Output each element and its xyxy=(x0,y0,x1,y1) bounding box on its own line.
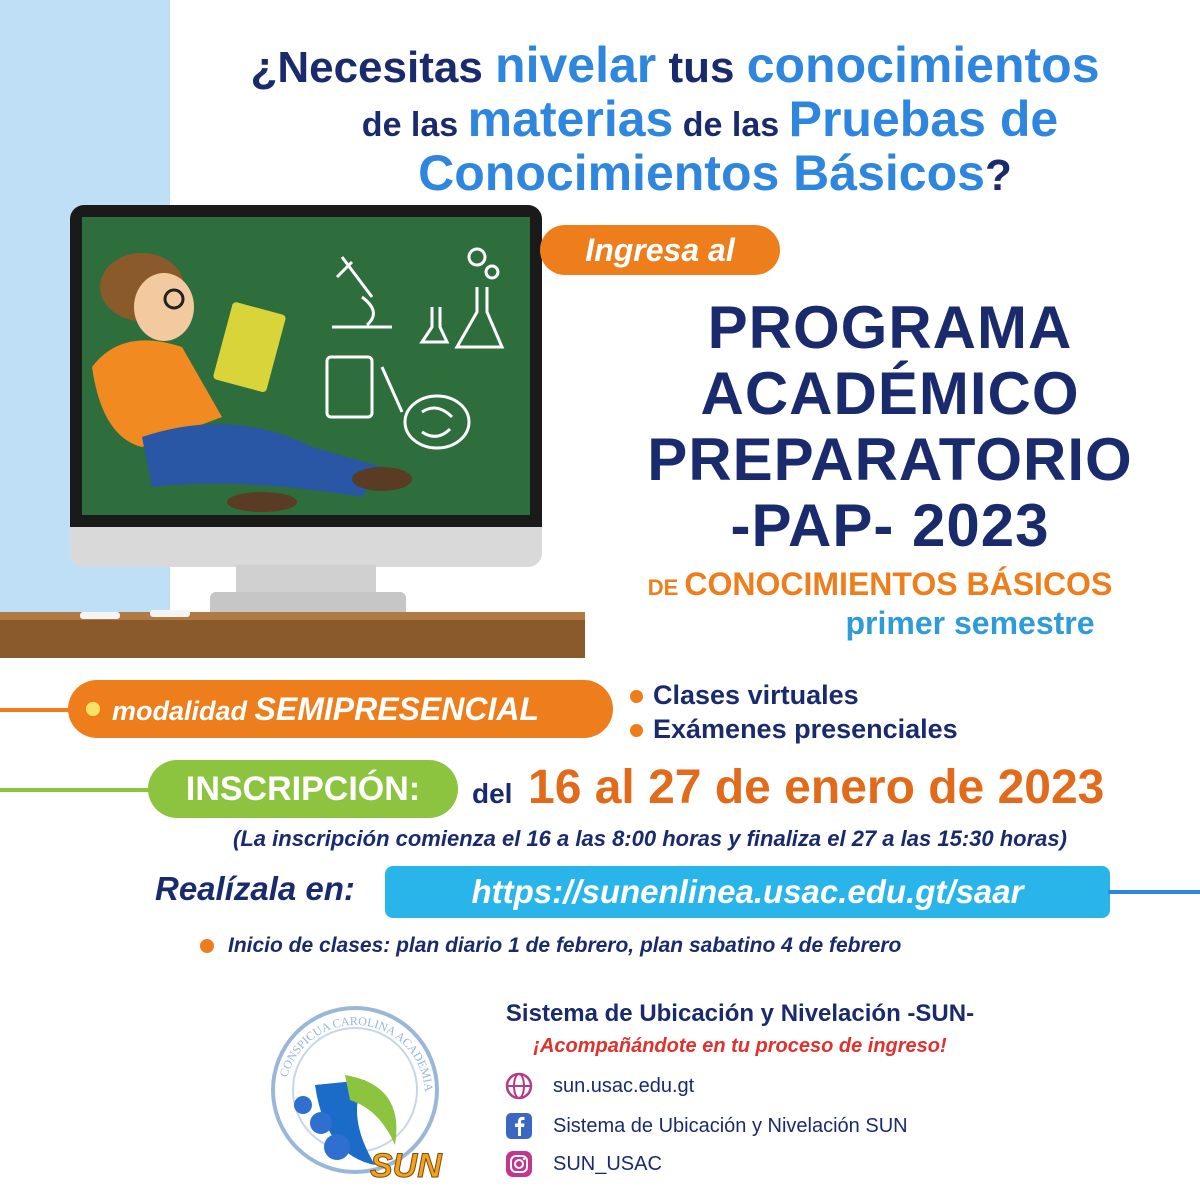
ingresa-badge: Ingresa al xyxy=(540,225,780,275)
decorative-line xyxy=(1108,890,1200,894)
shoe-icon xyxy=(227,492,297,512)
monitor-stand xyxy=(236,565,376,595)
monitor-chin xyxy=(70,527,542,567)
contact-facebook[interactable] xyxy=(505,1112,908,1140)
chalkboard-screen xyxy=(82,217,530,515)
dates-prefix: del xyxy=(472,778,513,809)
inscripcion-badge: INSCRIPCIÓN: xyxy=(148,760,458,818)
headline-highlight: materias xyxy=(467,91,674,147)
headline-highlight: conocimientos xyxy=(746,37,1100,93)
monitor-illustration xyxy=(70,205,542,565)
bullet-icon xyxy=(200,939,214,953)
student-illustration xyxy=(82,217,530,515)
headline xyxy=(150,37,1160,201)
semester-label: primer semestre xyxy=(845,605,1095,641)
bullet-text: Clases virtuales xyxy=(653,680,859,710)
subtitle-text: CONOCIMIENTOS BÁSICOS xyxy=(684,566,1113,602)
student-face xyxy=(134,273,194,341)
logo-text: SUN xyxy=(370,1147,442,1185)
beaker-icon xyxy=(422,307,447,342)
headline-text: de las xyxy=(361,106,468,144)
sun-logo xyxy=(255,995,450,1190)
flask-icon xyxy=(457,287,502,347)
modalidad-type: SEMIPRESENCIAL xyxy=(254,691,539,727)
contact-website[interactable] xyxy=(505,1072,694,1100)
modalidad-badge xyxy=(68,680,613,738)
program-title-line: PROGRAMA xyxy=(707,294,1073,361)
program-title-line: ACADÉMICO xyxy=(700,360,1080,427)
headline-highlight: Conocimientos Básicos xyxy=(418,145,985,201)
book-icon xyxy=(213,301,287,393)
headline-text: tus xyxy=(656,43,747,92)
website-text: sun.usac.edu.gt xyxy=(553,1074,695,1097)
chalk-piece xyxy=(150,610,190,617)
brain-fold-icon xyxy=(422,408,452,436)
headline-text: ¿Necesitas xyxy=(250,43,496,92)
monitor-frame xyxy=(70,205,542,527)
bullet-icon xyxy=(630,690,643,703)
contact-instagram[interactable] xyxy=(505,1150,662,1178)
modalidad-bullets xyxy=(630,678,958,746)
headline-highlight: nivelar xyxy=(495,37,657,93)
pencil-icon xyxy=(382,367,402,412)
bullet-item xyxy=(630,678,958,712)
inscription-note: (La inscripción comienza el 16 a las 8:00 horas y finaliza el 27 a las 15:30 horas) xyxy=(233,826,1067,851)
website-icon xyxy=(505,1072,533,1100)
seal-text: CONSPICUA CAROLINA ACADEMIA xyxy=(276,1013,437,1093)
instagram-icon xyxy=(505,1150,533,1178)
program-subtitle xyxy=(600,566,1160,603)
logo-dot xyxy=(294,1096,312,1114)
logo-dot xyxy=(310,1112,332,1134)
bullet-item xyxy=(630,712,958,746)
headline-text: ? xyxy=(984,151,1012,200)
bubble-icon xyxy=(486,266,498,278)
program-title xyxy=(610,295,1170,559)
microscope-icon xyxy=(332,257,392,327)
bubble-icon xyxy=(469,249,485,265)
logo-dot xyxy=(324,1134,350,1160)
monitor-base xyxy=(210,592,406,614)
headline-highlight: Pruebas de xyxy=(788,91,1059,147)
brain-icon xyxy=(405,396,469,448)
checklist-icon xyxy=(327,357,372,417)
bullet-icon xyxy=(630,724,643,737)
chalk-piece xyxy=(80,612,120,619)
shoe-icon xyxy=(352,467,412,491)
instagram-text: SUN_USAC xyxy=(553,1152,662,1175)
register-url-link[interactable]: https://sunenlinea.usac.edu.gt/saar xyxy=(385,866,1110,918)
modalidad-prefix: modalidad xyxy=(112,696,255,726)
headline-text: de las xyxy=(673,106,789,144)
dot-icon xyxy=(86,702,100,716)
register-label: Realízala en: xyxy=(155,870,355,907)
facebook-icon xyxy=(505,1112,533,1140)
subtitle-prefix: DE xyxy=(647,575,685,600)
facebook-text: Sistema de Ubicación y Nivelación SUN xyxy=(553,1114,908,1137)
inscription-dates: 16 al 27 de enero de 2023 xyxy=(528,761,1105,814)
program-title-line: PREPARATORIO xyxy=(647,426,1133,493)
bullet-text: Exámenes presenciales xyxy=(653,714,958,744)
decorative-line xyxy=(0,788,160,792)
class-start-text: Inicio de clases: plan diario 1 de febrero, plan sabatino 4 de febrero xyxy=(228,934,902,957)
student-legs xyxy=(142,424,382,497)
org-slogan: ¡Acompañándote en tu proceso de ingreso! xyxy=(533,1035,947,1057)
program-title-line: -PAP- 2023 xyxy=(730,492,1050,559)
org-name: Sistema de Ubicación y Nivelación -SUN- xyxy=(505,1000,975,1027)
class-start-info xyxy=(200,934,901,958)
